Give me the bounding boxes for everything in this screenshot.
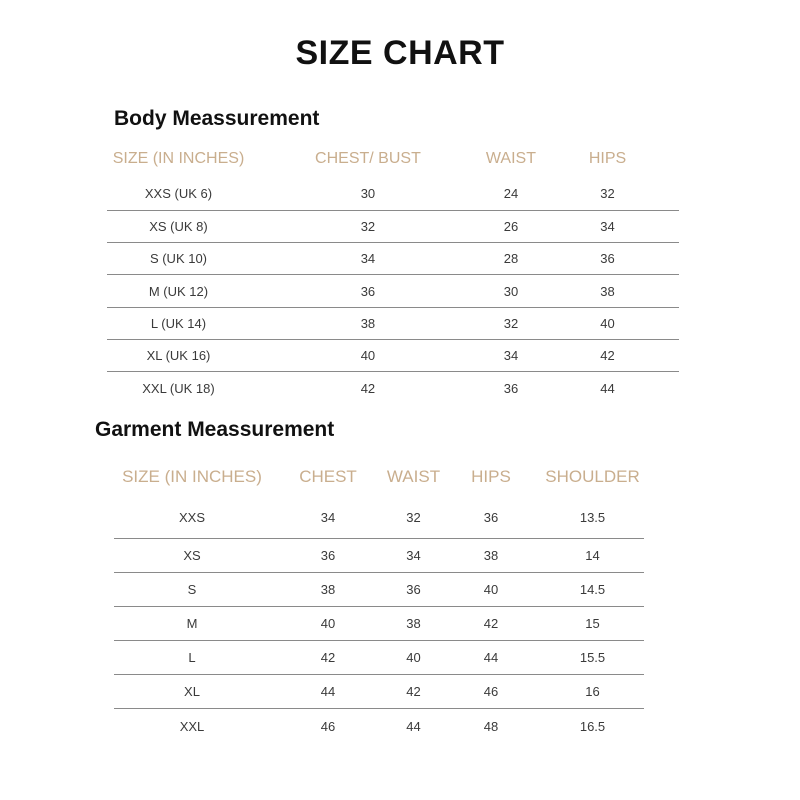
cell-waist: 34 <box>386 538 441 572</box>
cell-waist: 44 <box>406 718 421 734</box>
header-shoulder: SHOULDER <box>545 467 640 486</box>
table-row <box>114 498 644 538</box>
table-row <box>107 210 679 242</box>
cell-hips: 48 <box>483 718 499 734</box>
table-row <box>107 307 679 339</box>
cell-waist: 42 <box>386 675 441 709</box>
cell-shoulder: 16 <box>541 675 644 709</box>
table-row <box>114 572 644 606</box>
header-hips: HIPS <box>588 150 627 167</box>
cell-shoulder: 14 <box>541 538 644 572</box>
cell-hips: 42 <box>441 606 541 640</box>
table-row <box>107 372 679 404</box>
cell-hips: 32 <box>536 178 679 210</box>
garment-measurement-title: Garment Meassurement <box>95 418 335 441</box>
cell-size: M (UK 12) <box>107 275 250 307</box>
header-size: SIZE (IN INCHES) <box>112 150 245 167</box>
table-row <box>107 275 679 307</box>
cell-size: XXS (UK 6) <box>107 178 250 210</box>
cell-size: XL <box>114 675 270 709</box>
cell-hips: 40 <box>441 572 541 606</box>
cell-chest: 34 <box>250 243 486 275</box>
cell-hips: 38 <box>536 275 679 307</box>
header-waist: WAIST <box>386 467 441 486</box>
garment-measurement-table <box>114 456 644 743</box>
table-row <box>107 243 679 275</box>
cell-waist: 26 <box>486 210 536 242</box>
table-row <box>114 606 644 640</box>
table-row <box>114 538 644 572</box>
cell-chest: 42 <box>270 641 386 675</box>
cell-waist: 38 <box>386 606 441 640</box>
header-chest: CHEST <box>299 467 357 486</box>
table-row <box>107 178 679 210</box>
cell-waist: 36 <box>386 572 441 606</box>
cell-hips: 46 <box>441 675 541 709</box>
table-row <box>107 339 679 371</box>
table-row <box>114 709 644 743</box>
cell-size: XXS <box>114 498 270 538</box>
cell-chest: 38 <box>270 572 386 606</box>
cell-waist: 30 <box>486 275 536 307</box>
cell-hips: 40 <box>536 307 679 339</box>
cell-size: XL (UK 16) <box>107 339 250 371</box>
cell-chest: 38 <box>250 307 486 339</box>
cell-chest: 32 <box>250 210 486 242</box>
cell-size: S (UK 10) <box>107 243 250 275</box>
cell-chest: 42 <box>360 380 376 396</box>
table-header-row <box>107 140 679 178</box>
header-chest-bust: CHEST/ BUST <box>315 150 421 167</box>
cell-size: XXL (UK 18) <box>142 380 215 396</box>
cell-chest: 30 <box>250 178 486 210</box>
cell-hips: 42 <box>536 339 679 371</box>
cell-shoulder: 15.5 <box>541 641 644 675</box>
body-measurement-title: Body Meassurement <box>114 107 320 130</box>
cell-size: S <box>114 572 270 606</box>
header-waist: WAIST <box>485 150 536 167</box>
header-hips: HIPS <box>471 467 511 486</box>
cell-hips: 36 <box>441 498 541 538</box>
cell-size: M <box>114 606 270 640</box>
cell-waist: 24 <box>486 178 536 210</box>
body-measurement-table <box>107 140 679 404</box>
cell-hips: 34 <box>536 210 679 242</box>
cell-waist: 40 <box>386 641 441 675</box>
cell-chest: 36 <box>270 538 386 572</box>
cell-chest: 34 <box>270 498 386 538</box>
cell-size: XXL <box>179 718 205 734</box>
table-row <box>114 641 644 675</box>
cell-size: XS (UK 8) <box>107 210 250 242</box>
cell-chest: 40 <box>270 606 386 640</box>
cell-chest: 40 <box>250 339 486 371</box>
cell-chest: 36 <box>250 275 486 307</box>
cell-shoulder: 13.5 <box>541 498 644 538</box>
cell-size: L <box>114 641 270 675</box>
table-header-row <box>114 456 644 498</box>
cell-chest: 44 <box>270 675 386 709</box>
cell-shoulder: 16.5 <box>579 718 606 734</box>
cell-waist: 32 <box>386 498 441 538</box>
header-size: SIZE (IN INCHES) <box>122 467 262 486</box>
cell-waist: 36 <box>503 380 519 396</box>
cell-waist: 34 <box>486 339 536 371</box>
cell-waist: 28 <box>486 243 536 275</box>
cell-size: L (UK 14) <box>107 307 250 339</box>
cell-hips: 44 <box>441 641 541 675</box>
page-title: SIZE CHART <box>295 34 505 72</box>
cell-size: XS <box>114 538 270 572</box>
cell-shoulder: 14.5 <box>541 572 644 606</box>
cell-hips: 38 <box>441 538 541 572</box>
cell-waist: 32 <box>486 307 536 339</box>
cell-chest: 46 <box>320 718 336 734</box>
cell-hips: 44 <box>600 380 615 396</box>
cell-shoulder: 15 <box>541 606 644 640</box>
cell-hips: 36 <box>536 243 679 275</box>
table-row <box>114 675 644 709</box>
